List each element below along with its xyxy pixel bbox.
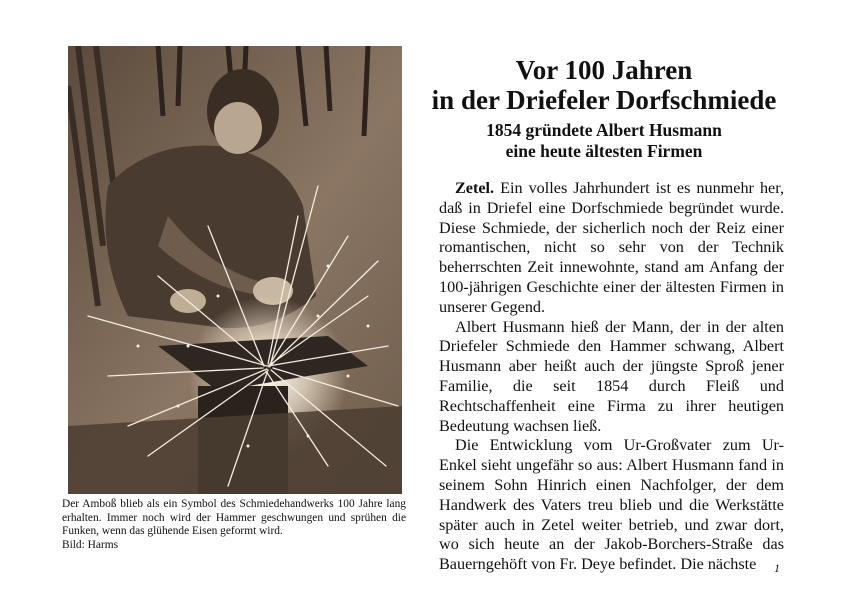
article-paragraph-1	[439, 179, 784, 318]
paragraph-1-text: Ein volles Jahrhundert ist es nunmehr her, daß in Driefel eine Dorfschmiede begründet wurde. Diese Schmiede, der sicherlich noch der Reiz einer romantischen, nicht so sehr von der Technik beherrschten Zeit innewohnte, stand am Anfang der 100-jährigen Geschichte einer der ältesten Firmen in unserer Gegend.	[439, 179, 785, 316]
article-paragraph-2: Albert Husmann hieß der Mann, der in der alten Driefeler Schmiede den Hammer schwang, Albert Husmann aber heißt auch der jüngste Sproß jener Familie, die seit 1854 durch Fleiß und Rechtschaffenheit eine Firma zu ihrer heutigen Bedeutung wachsen ließ.	[439, 317, 784, 435]
headline-line-1: Vor 100 Jahren	[515, 55, 693, 85]
caption-text: Der Amboß blieb als ein Symbol des Schmiedehandwerks 100 Jahre lang erhalten. Immer noch wird der Hammer geschwungen und sprühen die Funken, wenn das glühende Eisen geformt wird.	[62, 498, 406, 537]
dateline: Zetel.	[455, 179, 495, 197]
photo-caption	[62, 498, 406, 552]
blacksmith-illustration	[68, 46, 402, 494]
subheadline	[428, 120, 780, 162]
article-paragraph-3: Die Entwicklung vom Ur-Großvater zum Ur-Enkel sieht ungefähr so aus: Albert Husmann fand in seinem Sohn Hinrich einen Nachfolger, der dem Handwerk des Vaters treu blieb und die Werkstätte später auch in Zetel weiter betrieb, und zwar dort, wo sich heute an der Jakob-Borchers-Straße das Bauerngehöft von Fr. Deye befindet. Die nächste	[439, 436, 784, 574]
article-body	[439, 179, 784, 575]
subheadline-line-2: eine heute ältesten Firmen	[505, 141, 703, 161]
photo-credit: Bild: Harms	[62, 538, 119, 551]
page-number: 1	[774, 561, 780, 575]
blacksmith-photo	[68, 46, 402, 494]
subheadline-line-1: 1854 gründete Albert Husmann	[486, 120, 722, 140]
headline	[428, 55, 780, 115]
headline-line-2: in der Driefeler Dorfschmiede	[431, 85, 777, 115]
